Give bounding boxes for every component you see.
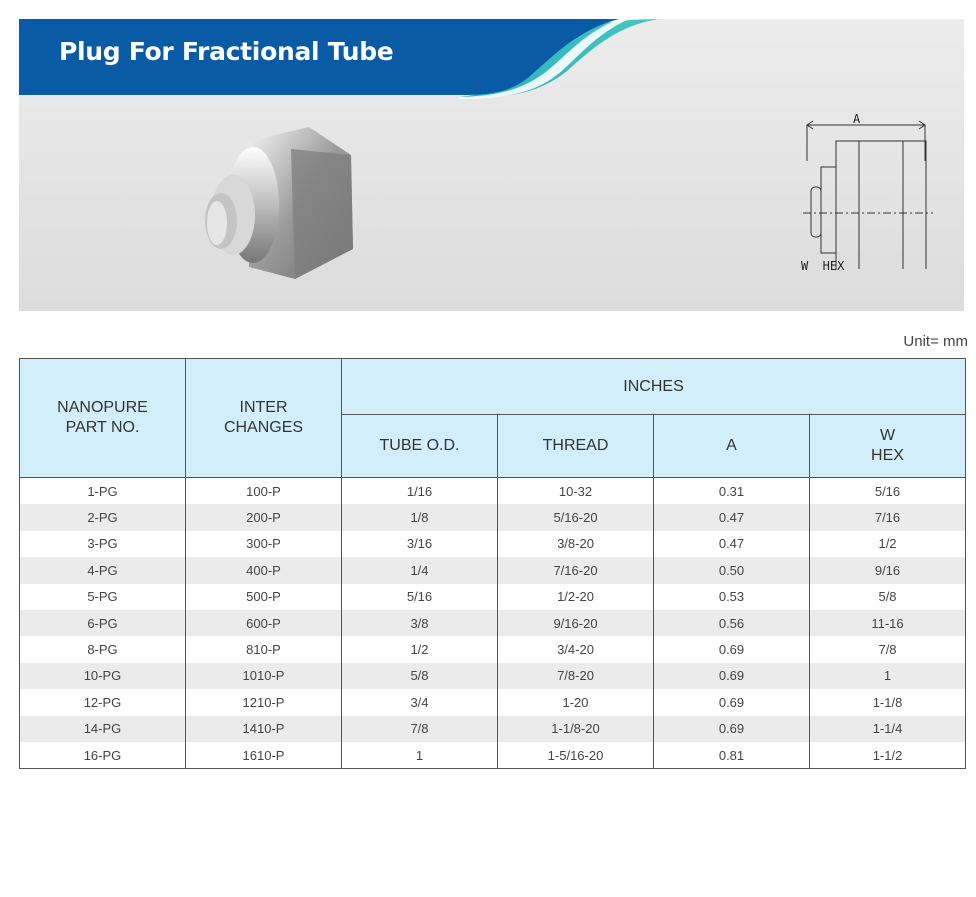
cell-a: 0.69 — [654, 716, 810, 742]
header-w-hex-text: W HEX — [871, 427, 904, 464]
table-row — [20, 557, 966, 583]
table-row — [20, 610, 966, 636]
cell-tube-od: 5/16 — [342, 584, 498, 610]
header-part-no-text: NANOPURE PART NO. — [57, 399, 148, 436]
header-tube-od: TUBE O.D. — [342, 415, 498, 478]
cell-tube-od: 1/16 — [342, 478, 498, 505]
cell-part-no: 4-PG — [20, 557, 186, 583]
header-part-no — [20, 359, 186, 478]
cell-interchanges: 100-P — [186, 478, 342, 505]
product-banner — [19, 19, 964, 311]
table-row — [20, 742, 966, 769]
cell-a: 0.69 — [654, 689, 810, 715]
w-hex-label: W HEX — [801, 259, 845, 273]
header-a: A — [654, 415, 810, 478]
cell-part-no: 10-PG — [20, 663, 186, 689]
cell-interchanges: 1410-P — [186, 716, 342, 742]
cell-interchanges: 300-P — [186, 531, 342, 557]
cell-w-hex: 1/2 — [810, 531, 966, 557]
cell-interchanges: 600-P — [186, 610, 342, 636]
header-interchanges — [186, 359, 342, 478]
cell-thread: 1/2-20 — [498, 584, 654, 610]
header-thread: THREAD — [498, 415, 654, 478]
cell-tube-od: 1/4 — [342, 557, 498, 583]
cell-part-no: 12-PG — [20, 689, 186, 715]
unit-label: Unit= mm — [903, 333, 968, 350]
cell-w-hex: 11-16 — [810, 610, 966, 636]
header-w-hex — [810, 415, 966, 478]
cell-thread: 1-20 — [498, 689, 654, 715]
page-title: Plug For Fractional Tube — [59, 37, 394, 66]
cell-a: 0.53 — [654, 584, 810, 610]
cell-tube-od: 3/16 — [342, 531, 498, 557]
cell-w-hex: 1-1/2 — [810, 742, 966, 769]
cell-tube-od: 1/8 — [342, 504, 498, 530]
cell-w-hex: 1 — [810, 663, 966, 689]
cell-a: 0.81 — [654, 742, 810, 769]
cell-tube-od: 7/8 — [342, 716, 498, 742]
cell-a: 0.47 — [654, 504, 810, 530]
table-row — [20, 478, 966, 505]
cell-tube-od: 1/2 — [342, 636, 498, 662]
dimension-drawing — [791, 109, 941, 269]
cell-part-no: 6-PG — [20, 610, 186, 636]
cell-interchanges: 500-P — [186, 584, 342, 610]
cell-a: 0.47 — [654, 531, 810, 557]
table-row — [20, 636, 966, 662]
cell-thread: 3/8-20 — [498, 531, 654, 557]
cell-interchanges: 1610-P — [186, 742, 342, 769]
cell-interchanges: 200-P — [186, 504, 342, 530]
cell-tube-od: 5/8 — [342, 663, 498, 689]
cell-thread: 5/16-20 — [498, 504, 654, 530]
plug-fitting-photo — [191, 119, 361, 287]
cell-w-hex: 5/16 — [810, 478, 966, 505]
table-row — [20, 716, 966, 742]
table-row — [20, 663, 966, 689]
cell-tube-od: 1 — [342, 742, 498, 769]
cell-interchanges: 400-P — [186, 557, 342, 583]
cell-interchanges: 1010-P — [186, 663, 342, 689]
cell-tube-od: 3/8 — [342, 610, 498, 636]
cell-thread: 9/16-20 — [498, 610, 654, 636]
table-row — [20, 531, 966, 557]
cell-w-hex: 1-1/4 — [810, 716, 966, 742]
cell-a: 0.56 — [654, 610, 810, 636]
cell-a: 0.69 — [654, 636, 810, 662]
cell-a: 0.31 — [654, 478, 810, 505]
spec-table-body — [20, 478, 966, 769]
cell-part-no: 14-PG — [20, 716, 186, 742]
table-row — [20, 584, 966, 610]
cell-w-hex: 5/8 — [810, 584, 966, 610]
cell-thread: 7/16-20 — [498, 557, 654, 583]
cell-thread: 7/8-20 — [498, 663, 654, 689]
table-row — [20, 689, 966, 715]
cell-a: 0.69 — [654, 663, 810, 689]
cell-interchanges: 1210-P — [186, 689, 342, 715]
table-row — [20, 504, 966, 530]
header-interchanges-text: INTER CHANGES — [223, 399, 304, 436]
cell-part-no: 16-PG — [20, 742, 186, 769]
spec-table — [19, 358, 966, 769]
dimension-a-label: A — [853, 112, 861, 126]
header-inches: INCHES — [342, 359, 966, 415]
cell-thread: 1-5/16-20 — [498, 742, 654, 769]
cell-part-no: 2-PG — [20, 504, 186, 530]
cell-part-no: 5-PG — [20, 584, 186, 610]
cell-thread: 10-32 — [498, 478, 654, 505]
cell-part-no: 1-PG — [20, 478, 186, 505]
cell-tube-od: 3/4 — [342, 689, 498, 715]
cell-interchanges: 810-P — [186, 636, 342, 662]
cell-a: 0.50 — [654, 557, 810, 583]
cell-w-hex: 7/16 — [810, 504, 966, 530]
cell-w-hex: 7/8 — [810, 636, 966, 662]
cell-w-hex: 1-1/8 — [810, 689, 966, 715]
cell-thread: 3/4-20 — [498, 636, 654, 662]
cell-part-no: 8-PG — [20, 636, 186, 662]
cell-w-hex: 9/16 — [810, 557, 966, 583]
cell-part-no: 3-PG — [20, 531, 186, 557]
cell-thread: 1-1/8-20 — [498, 716, 654, 742]
